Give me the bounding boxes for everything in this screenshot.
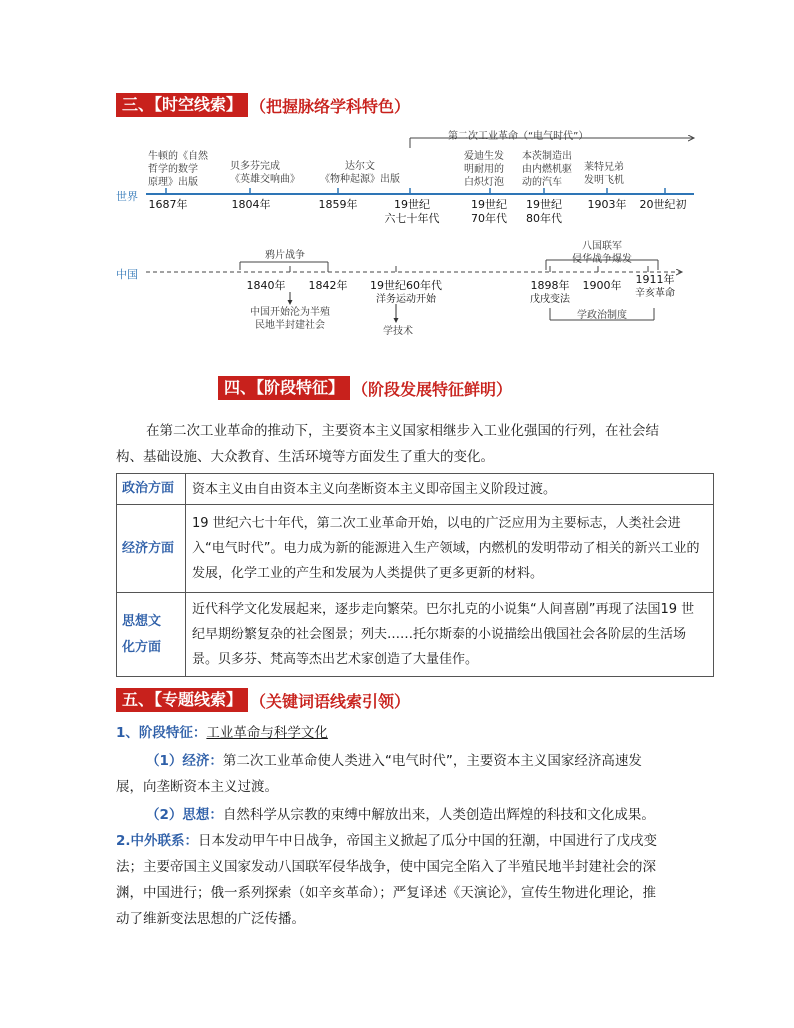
event-beethoven: 贝多芬完成 《英雄交响曲》	[230, 161, 300, 185]
row-key: 思想文 化方面	[117, 593, 186, 677]
row-value: 近代科学文化发展起来，逐步走向繁荣。巴尔扎克的小说集“人间喜剧”再现了法国19 世纪早期纷繁复杂的社会图景；列夫……托尔斯泰的小说描绘出俄国社会各阶层的生活场景。贝多芬、梵高等杰出艺术家创造了大量佳作。	[186, 593, 714, 677]
item-2-line-2: 法；主要帝国主义国家发动八国联军侵华战争，使中国完全陷入了半殖民地半封建社会的深	[116, 859, 656, 875]
table-row	[117, 505, 714, 593]
year-19c-80: 19世纪 80年代	[526, 198, 562, 225]
event-edison: 爱迪生发 明耐用的 白炽灯泡	[464, 151, 504, 188]
row-key: 经济方面	[117, 505, 186, 593]
year-1860s: 19世纪60年代 洋务运动开始	[370, 279, 442, 305]
section-3-header	[116, 93, 410, 117]
item-1-heading: 1、阶段特征：工业革命与科学文化	[116, 725, 328, 741]
event-benz: 本茨制造出 由内燃机驱 动的汽车	[522, 151, 572, 188]
intro-line-1: 在第二次工业革命的推动下，主要资本主义国家相继步入工业化强国的行列，在社会结	[146, 423, 659, 439]
bracket-label: 第二次工业革命（“电气时代”）	[448, 131, 589, 142]
item-2-line-4: 动了维新变法思想的广泛传播。	[116, 911, 305, 927]
section-3-subtitle: （把握脉络学科特色）	[250, 96, 411, 116]
table-row	[117, 593, 714, 677]
intro-line-2: 构、基础设施、大众教育、生活环境等方面发生了重大的变化。	[116, 449, 494, 465]
year-1898: 1898年 戊戌变法	[530, 279, 570, 305]
stage-features-table	[116, 473, 714, 677]
year-19c-6070: 19世纪 六七十年代	[384, 198, 440, 225]
section-3-title: 三、【时空线索】	[116, 93, 248, 117]
event-darwin: 达尔文 《物种起源》出版	[320, 161, 400, 185]
opium-war-label: 鸦片战争	[265, 250, 305, 261]
event-newton: 牛顿的《自然 哲学的数学 原理》出版	[148, 151, 208, 188]
section-5-header	[116, 688, 410, 712]
section-5-title: 五、【专题线索】	[116, 688, 248, 712]
economy-line-1: （1）经济：第二次工业革命使人类进入“电气时代”，主要资本主义国家经济高速发	[146, 753, 642, 769]
item-2-line-3: 渊，中国进行；俄一系列探索（如辛亥革命）；严复译述《天演论》，宣传生物进化理论，推	[116, 885, 656, 901]
semi-colonial-note: 中国开始沦为半殖 民地半封建社会	[250, 307, 330, 331]
learn-technology-label: 学技术	[383, 326, 413, 337]
china-label: 中国	[116, 268, 138, 281]
row-value: 19 世纪六七十年代，第二次工业革命开始，以电的广泛应用为主要标志，人类社会进入“电气时代”。电力成为新的能源进入生产领域，内燃机的发明带动了相关的新兴工业的发展，化学工业的产生和发展为人类提供了更多更新的材料。	[186, 505, 714, 593]
thought-line: （2）思想：自然科学从宗教的束缚中解放出来，人类创造出辉煌的科技和文化成果。	[146, 807, 655, 823]
year-1840: 1840年	[246, 279, 286, 292]
section-4-title: 四、【阶段特征】	[218, 376, 350, 400]
year-1859: 1859年	[318, 198, 358, 211]
section-4-header	[218, 376, 512, 400]
year-1900: 1900年	[582, 279, 622, 292]
section-5-subtitle: （关键词语线索引领）	[250, 691, 411, 711]
year-1842: 1842年	[308, 279, 348, 292]
year-1911: 1911年 辛亥革命	[635, 273, 675, 299]
economy-line-2: 展，向垄断资本主义过渡。	[116, 779, 278, 795]
eight-nation-label: 八国联军 侵华战争爆发	[572, 241, 632, 265]
item-2-line-1: 2.中外联系：日本发动甲午中日战争，帝国主义掀起了瓜分中国的狂潮，中国进行了戊戌变	[116, 833, 658, 849]
year-1903: 1903年	[587, 198, 627, 211]
table-row	[117, 474, 714, 505]
section-4-subtitle: （阶段发展特征鲜明）	[352, 379, 513, 399]
world-label: 世界	[116, 190, 138, 203]
row-value: 资本主义由自由资本主义向垄断资本主义即帝国主义阶段过渡。	[186, 474, 714, 505]
year-19c-70: 19世纪 70年代	[471, 198, 507, 225]
learn-politics-label: 学政治制度	[577, 310, 627, 321]
year-1804: 1804年	[231, 198, 271, 211]
row-key: 政治方面	[117, 474, 186, 505]
year-1687: 1687年	[148, 198, 188, 211]
year-20c-early: 20世纪初	[639, 198, 687, 211]
event-wright: 莱特兄弟 发明飞机	[584, 162, 624, 186]
